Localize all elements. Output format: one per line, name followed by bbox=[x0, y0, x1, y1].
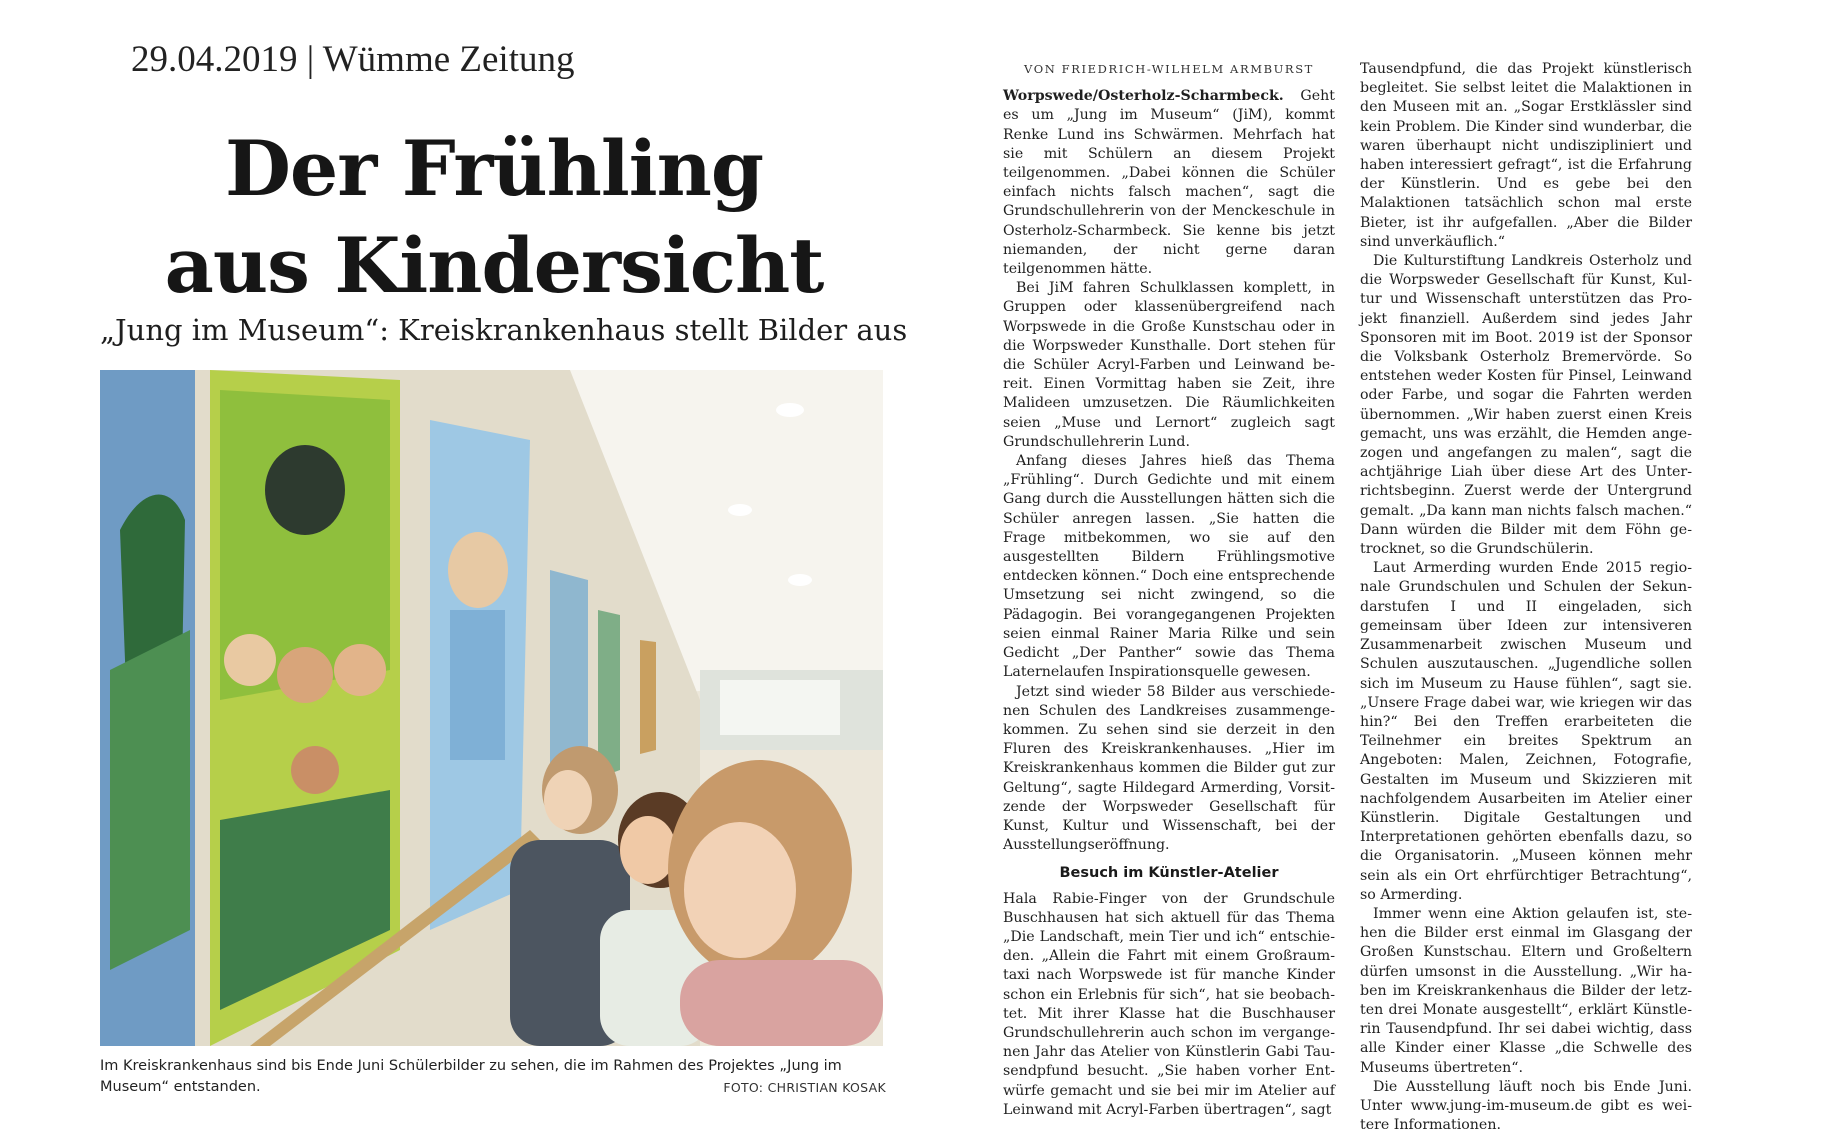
paragraph: Immer wenn eine Aktion gelaufen ist, stehen die Bilder erst einmal im Glasgang der Großen Kunstschau. Eltern und Großeltern dürfen umsonst in die Ausstellung. „Wir haben im Kreiskrankenhaus die Bilder der letzten drei Monate ausgestellt“, erklärt Künstlerin Tausendpfund. Ihr sei dabei wichtig, dass alle Kinder einer Klasse „die Schwelle des Museums übertreten“. bbox=[1360, 905, 1692, 1076]
lead-paragraph bbox=[1003, 87, 1335, 279]
dateline bbox=[131, 38, 575, 81]
article-byline: VON FRIEDRICH-WILHELM ARMBURST bbox=[1024, 62, 1314, 76]
paragraph: Bei JiM fahren Schulklassen komplett, in Gruppen oder klassenübergreifend nach Worpswede in die Große Kunstschau oder in die Worpsweder Kunsthalle. Dort stehen für die Schüler Acryl-Farben und Leinwand bereit. Einen Vormittag haben sie Zeit, ihre Malideen umzusetzen. Die Räumlichkeiten seien „Muse und Lernort“ zugleich sagt Grundschullehrerin Lund. bbox=[1003, 280, 1335, 450]
paragraph: Hala Rabie-Finger von der Grundschule Buschhausen hat sich aktuell für das Thema „Die Landschaft, mein Tier und ich“ entschieden. „Allein die Fahrt mit einem Großraumtaxi nach Worpswede ist für manche Kinder schon ein Erlebnis für sich“, hat sie beobachtet. Mit ihrer Klasse hat die Buschhauser Grundschullehrerin auch schon im vergangenen Jahr das Atelier von Künstlerin Gabi Tausendpfund besucht. „Sie haben vorher Entwürfe gemacht und sie bei mir im Atelier auf Leinwand mit Acryl-Farben übertragen“, sagt bbox=[1003, 890, 1335, 1118]
headline-line-1: Der Frühling bbox=[224, 124, 764, 213]
paragraph: Jetzt sind wieder 58 Bilder aus verschiedenen Schulen des Landkreises zusammengekommen. Zu sehen sind sie derzeit in den Fluren des Kreiskrankenhauses. „Hier im Kreiskrankenhaus kommen die Bilder gut zur Geltung“, sagte Hildegard Armerding, Vorsitzende der Worpsweder Gesellschaft für Kunst, Kultur und Wissenschaft, bei der Ausstellungseröffnung. bbox=[1003, 683, 1335, 854]
paragraph: Tausendpfund, die das Projekt künstlerisch begleitet. Sie selbst leitet die Malaktionen in den Museen mit an. „Sogar Erstklässler sind kein Problem. Die Kinder sind wunderbar, die waren überhaupt nicht undiszipliniert und haben interessiert gefragt“, ist die Erfahrung der Künstlerin. Und es gebe bei den Malaktionen tatsächlich schon mal erste Bieter, ist ihr aufgefallen. „Aber die Bilder sind unverkäuflich.“ bbox=[1360, 61, 1692, 250]
caption-text: Im Kreiskrankenhaus sind bis Ende Juni Schülerbilder zu sehen, die im Rahmen des Projektes „Jung im Museum“ entstanden. bbox=[100, 1058, 842, 1095]
lead-text: Geht es um „Jung im Museum“ (JiM), kommt Renke Lund ins Schwärmen. Mehrfach hat sie mit Schülern an diesem Projekt teilgenommen. „Dabei können die Schüler einfach nichts falsch machen“, sagt die Grundschullehrerin von der Menckeschule in Osterholz-Scharmbeck. Sie kenne bis jetzt niemanden, der nicht gerne daran teilgenommen hätte. bbox=[1003, 88, 1335, 278]
article-headline bbox=[100, 120, 888, 314]
article-subheadline: „Jung im Museum“: Kreiskrankenhaus stellt Bilder aus bbox=[100, 313, 908, 347]
section-subheading: Besuch im Künstler-Atelier bbox=[1059, 865, 1279, 882]
dateline-separator: | bbox=[306, 39, 323, 80]
issue-date: 29.04.2019 bbox=[131, 39, 298, 80]
paragraph: Die Ausstellung läuft noch bis Ende Juni. Unter www.jung-im-museum.de gibt es weitere Informationen. bbox=[1360, 1078, 1692, 1134]
headline-line-2: aus Kindersicht bbox=[164, 221, 824, 310]
article-column-1 bbox=[1003, 60, 1335, 1120]
article-photo bbox=[100, 370, 883, 1046]
publication-name: Wümme Zeitung bbox=[322, 39, 575, 80]
paragraph: Laut Armerding wurden Ende 2015 regionale Grundschulen und Schulen der Sekundarstufen I und II eingeladen, sich gemeinsam über Ideen zur intensiveren Zusammenarbeit zwischen Museum und Schulen auszutauschen. „Jugendliche sollen sich im Museum zu Hause fühlen“, sagt sie. „Unsere Frage dabei war, wie kriegen wir das hin?“ Bei den Treffen erarbeiteten die Teilnehmer ein breites Spektrum an Angeboten: Malen, Zeichnen, Fotografie, Gestalten im Museum und Skizzieren mit nachfolgendem Ausarbeiten im Atelier einer Künstlerin. Digitale Gestaltungen und Interpretationen gehörten ebenfalls dazu, so die Organisatorin. „Museen können mehr sein als ein Ort ehrfürchtiger Betrachtung“, so Armerding. bbox=[1360, 560, 1692, 903]
paragraph: Die Kulturstiftung Landkreis Osterholz und die Worpsweder Gesellschaft für Kunst, Kultur und Wissenschaft unterstützen das Projekt finanziell. Außerdem sind jedes Jahr Sponsoren mit im Boot. 2019 ist der Sponsor die Volksbank Osterholz Bremervörde. So entstehen weder Kosten für Pinsel, Leinwand oder Farbe, und sogar die Fahrten werden übernommen. „Wir haben zuerst einen Kreis gemacht, uns was erzählt, die Hemden angezogen und angefangen zu malen“, sagt die achtjährige Liah über diese Art des Unterrichtsbeginn. Zuerst werde der Untergrund gemalt. „Da kann man nichts falsch machen.“ Dann würden die Bilder mit dem Föhn getrocknet, so die Grundschülerin. bbox=[1360, 253, 1692, 558]
paragraph: Anfang dieses Jahres hieß das Thema „Frühling“. Durch Gedichte und mit einem Gang durch die Ausstellungen hätten sich die Schüler anregen lassen. „Sie hatten die Frage mitbekommen, wo sie auf den ausgestellten Bildern Frühlingsmotive entdecken können.“ Doch eine entsprechende Umsetzung sei nicht zwingend, so die Pädagogin. Bei vorangegangenen Projekten seien einmal Rainer Maria Rilke und sein Gedicht „Der Panther“ sowie das Thema Laternelaufen Inspirationsquelle gewesen. bbox=[1003, 453, 1335, 681]
photo-caption bbox=[100, 1056, 888, 1098]
article-column-2 bbox=[1360, 60, 1692, 1135]
children-viewing-paintings-photo bbox=[100, 370, 883, 1046]
photo-credit: FOTO: CHRISTIAN KOSAK bbox=[723, 1080, 886, 1095]
dateline-place: Worpswede/Osterholz-Scharmbeck. bbox=[1003, 88, 1284, 105]
